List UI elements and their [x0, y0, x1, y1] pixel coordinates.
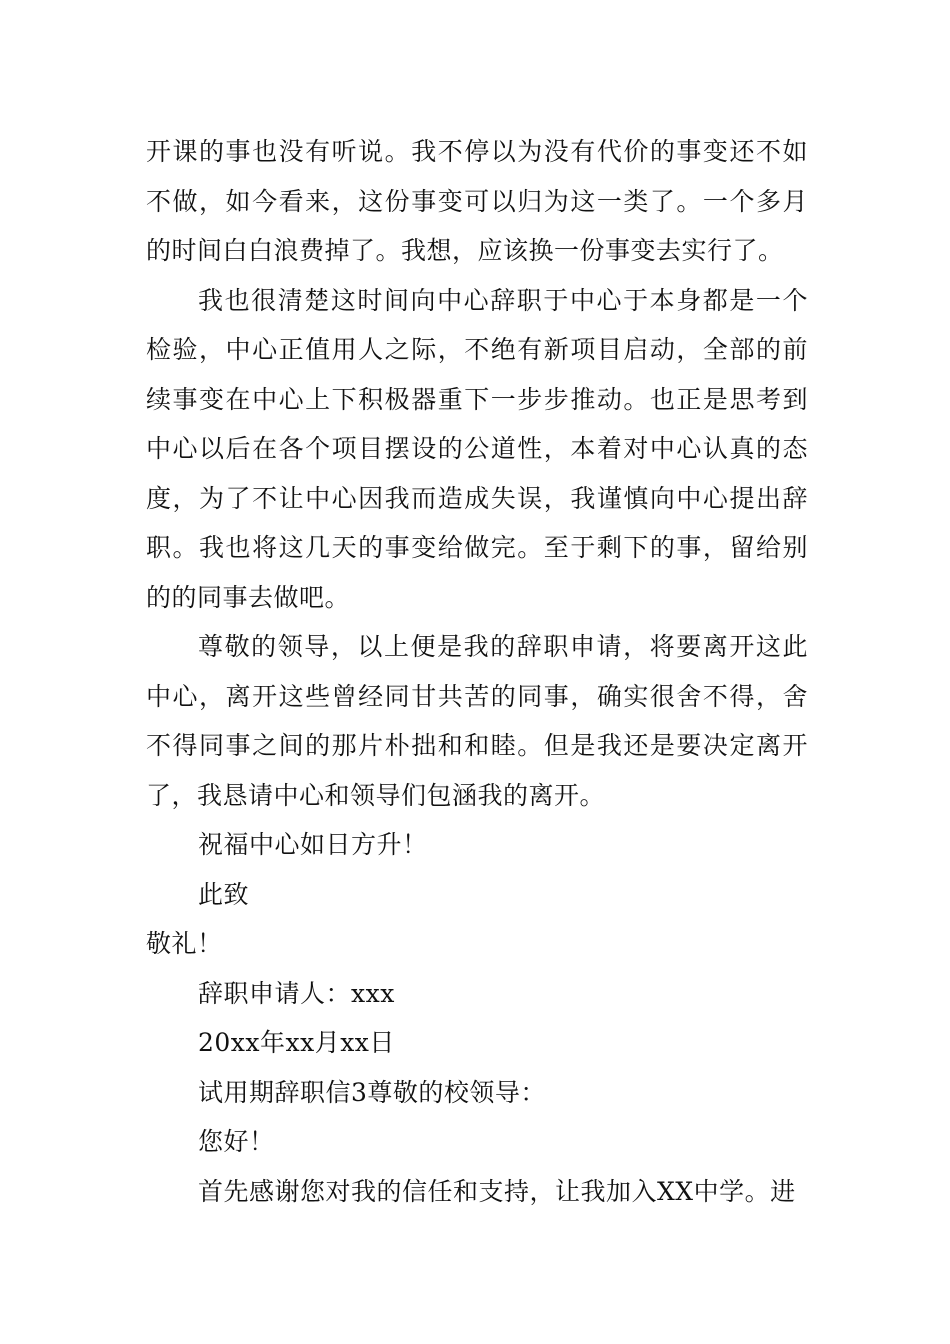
next-letter-greeting: 您好！ — [198, 1127, 275, 1156]
next-letter-heading: 试用期辞职信3尊敬的校领导： — [198, 1077, 546, 1107]
signature-date: 20xx年xx月xx日 — [198, 1028, 395, 1057]
body-paragraph-resignation-reason: 我也很清楚这时间向中心辞职于中心于本身都是一个检验，中心正值用人之际，不绝有新项目启动，全部的前续事变在中心上下积极器重下一步步推动。也正是思考到中心以后在各个项目摆设的公道性，本着对中心认真的态度，为了不让中心因我而造成失误，我谨慎向中心提出辞职。我也将这几天的事变给做完。至于剩下的事，留给别的的同事去做吧。 — [146, 285, 808, 612]
body-paragraph-farewell: 尊敬的领导，以上便是我的辞职申请，将要离开这此中心，离开这些曾经同甘共苦的同事，确实很舍不得，舍不得同事之间的那片朴拙和和睦。但是我还是要决定离开了，我恳请中心和领导们包涵我的离开。 — [146, 632, 808, 810]
signature-applicant: 辞职申请人：xxx — [198, 978, 395, 1008]
next-letter-opening-paragraph: 首先感谢您对我的信任和支持，让我加入XX中学。进 — [198, 1176, 796, 1206]
body-paragraph-continuation: 开课的事也没有听说。我不停以为没有代价的事变还不如不做，如今看来，这份事变可以归为这一类了。一个多月的时间白白浪费掉了。我想，应该换一份事变去实行了。 — [146, 137, 808, 265]
closing-salutation: 此致 — [198, 879, 250, 909]
blessing-line: 祝福中心如日方升！ — [198, 830, 428, 859]
closing-regards: 敬礼！ — [146, 929, 223, 958]
document-body — [146, 127, 808, 1216]
